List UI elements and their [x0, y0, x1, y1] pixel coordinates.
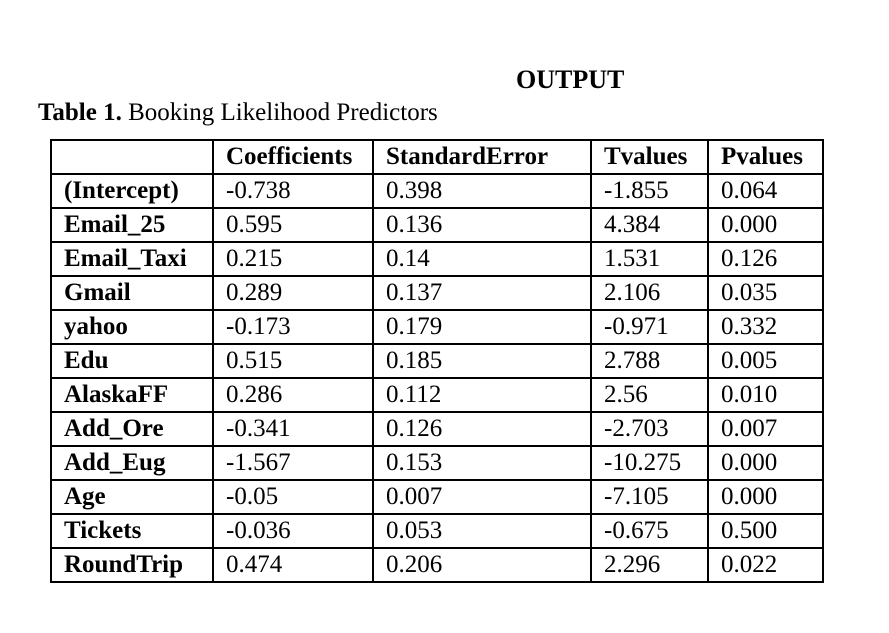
row-label: RoundTrip [51, 548, 213, 582]
standard-error-cell: 0.14 [373, 242, 591, 276]
tvalue-cell: 2.56 [591, 378, 708, 412]
row-label: Email_25 [51, 208, 213, 242]
coefficient-cell: -0.341 [213, 412, 373, 446]
row-label: Gmail [51, 276, 213, 310]
standard-error-cell: 0.126 [373, 412, 591, 446]
tvalue-cell: -0.675 [591, 514, 708, 548]
pvalue-cell: 0.035 [708, 276, 823, 310]
standard-error-cell: 0.153 [373, 446, 591, 480]
table-caption-text: Booking Likelihood Predictors [121, 99, 438, 126]
output-heading: OUTPUT [516, 65, 625, 94]
table-row [51, 548, 823, 582]
standard-error-cell: 0.136 [373, 208, 591, 242]
standard-error-cell: 0.053 [373, 514, 591, 548]
pvalue-cell: 0.022 [708, 548, 823, 582]
tvalue-cell: 1.531 [591, 242, 708, 276]
table-row [51, 276, 823, 310]
row-label: Add_Ore [51, 412, 213, 446]
pvalue-cell: 0.010 [708, 378, 823, 412]
table-row [51, 208, 823, 242]
coefficient-cell: -0.738 [213, 174, 373, 208]
pvalue-cell: 0.064 [708, 174, 823, 208]
tvalue-cell: -10.275 [591, 446, 708, 480]
pvalue-cell: 0.005 [708, 344, 823, 378]
table-row [51, 242, 823, 276]
coefficient-cell: -1.567 [213, 446, 373, 480]
tvalue-cell: -7.105 [591, 480, 708, 514]
predictors-table [50, 139, 824, 583]
tvalue-cell: -1.855 [591, 174, 708, 208]
coefficient-cell: -0.173 [213, 310, 373, 344]
table-row [51, 514, 823, 548]
tvalue-cell: 2.788 [591, 344, 708, 378]
table-caption-label: Table 1. [38, 99, 122, 126]
coefficient-cell: 0.515 [213, 344, 373, 378]
standard-error-cell: 0.185 [373, 344, 591, 378]
coefficient-cell: 0.215 [213, 242, 373, 276]
row-label: Add_Eug [51, 446, 213, 480]
table-row [51, 310, 823, 344]
tvalue-cell: 2.296 [591, 548, 708, 582]
tvalue-cell: 4.384 [591, 208, 708, 242]
row-label: yahoo [51, 310, 213, 344]
tvalue-cell: -2.703 [591, 412, 708, 446]
standard-error-cell: 0.112 [373, 378, 591, 412]
standard-error-cell: 0.007 [373, 480, 591, 514]
standard-error-cell: 0.398 [373, 174, 591, 208]
tvalue-cell: 2.106 [591, 276, 708, 310]
header-cell-standard-error: StandardError [373, 140, 591, 174]
table-row [51, 344, 823, 378]
row-label: Tickets [51, 514, 213, 548]
coefficient-cell: 0.474 [213, 548, 373, 582]
standard-error-cell: 0.137 [373, 276, 591, 310]
table-row [51, 412, 823, 446]
header-cell-coefficients: Coefficients [213, 140, 373, 174]
table-header-row [51, 140, 823, 174]
row-label: AlaskaFF [51, 378, 213, 412]
table-row [51, 446, 823, 480]
standard-error-cell: 0.179 [373, 310, 591, 344]
tvalue-cell: -0.971 [591, 310, 708, 344]
pvalue-cell: 0.000 [708, 446, 823, 480]
table-row [51, 480, 823, 514]
coefficient-cell: 0.595 [213, 208, 373, 242]
row-label: Age [51, 480, 213, 514]
row-label: Email_Taxi [51, 242, 213, 276]
header-cell-tvalues: Tvalues [591, 140, 708, 174]
table-caption [38, 97, 438, 129]
pvalue-cell: 0.007 [708, 412, 823, 446]
pvalue-cell: 0.000 [708, 480, 823, 514]
pvalue-cell: 0.500 [708, 514, 823, 548]
pvalue-cell: 0.000 [708, 208, 823, 242]
coefficient-cell: 0.286 [213, 378, 373, 412]
header-cell-blank [51, 140, 213, 174]
header-cell-pvalues: Pvalues [708, 140, 823, 174]
pvalue-cell: 0.126 [708, 242, 823, 276]
pvalue-cell: 0.332 [708, 310, 823, 344]
table-row [51, 174, 823, 208]
standard-error-cell: 0.206 [373, 548, 591, 582]
coefficient-cell: -0.05 [213, 480, 373, 514]
row-label: (Intercept) [51, 174, 213, 208]
table-row [51, 378, 823, 412]
coefficient-cell: -0.036 [213, 514, 373, 548]
row-label: Edu [51, 344, 213, 378]
coefficient-cell: 0.289 [213, 276, 373, 310]
